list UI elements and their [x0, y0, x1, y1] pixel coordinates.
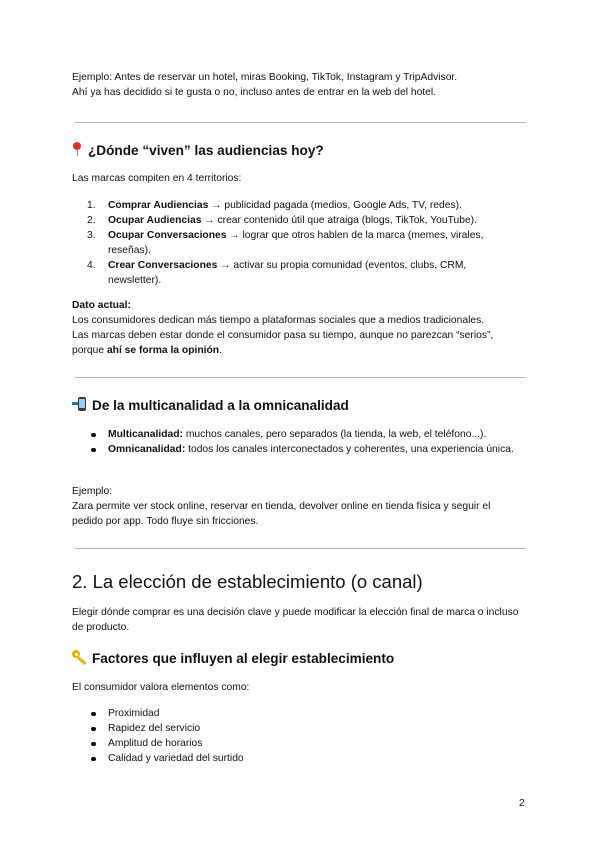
omni-heading-row [72, 397, 528, 415]
list-item: Calidad y variedad del surtido [72, 751, 528, 766]
list-item: 2. Ocupar Audiencias → crear contenido útil que atraiga (blogs, TikTok, YouTube). [87, 215, 477, 226]
mobile-phone-arrow-icon [72, 397, 88, 411]
round-pushpin-icon [72, 142, 82, 156]
bullet-icon [91, 742, 96, 747]
channels-list [72, 427, 528, 457]
intro-line-2: Ahí ya has decidido si te gusta o no, incluso antes de entrar en la web del hotel. [72, 87, 437, 98]
key-icon [72, 650, 88, 664]
section-2-intro: Elegir dónde comprar es una decisión clave y puede modificar la elección final de marca o incluso de producto. [72, 607, 519, 633]
list-item: 3. Ocupar Conversaciones → lograr que otros hablen de la marca (memes, virales, reseñas). [87, 230, 484, 256]
intro-line-1: Ejemplo: Antes de reservar un hotel, miras Booking, TikTok, Instagram y TripAdvisor. [72, 72, 458, 83]
omni-heading: De la multicanalidad a la omnicanalidad [92, 398, 349, 413]
list-item: Amplitud de horarios [72, 736, 528, 751]
list-item: Multicanalidad: muchos canales, pero separados (la tienda, la web, el teléfono...). [72, 427, 528, 442]
divider [75, 548, 526, 549]
bullet-icon [91, 433, 96, 438]
page-number: 2 [519, 798, 525, 809]
factors-list [72, 706, 528, 766]
territories-list [72, 198, 528, 288]
intro-example [72, 70, 528, 100]
audiences-lead: Las marcas compiten en 4 territorios: [72, 173, 242, 184]
factors-heading: Factores que influyen al elegir establecimiento [92, 651, 395, 666]
list-item: 4. Crear Conversaciones → activar su propia comunidad (eventos, clubs, CRM, newsletter). [87, 260, 467, 286]
example-label: Ejemplo: [72, 486, 113, 497]
bullet-icon [91, 727, 96, 732]
list-item: 1. Comprar Audiencias → publicidad pagada (medios, Google Ads, TV, redes). [87, 200, 462, 211]
divider [75, 377, 526, 378]
audiences-heading: ¿Dónde “viven” las audiencias hoy? [88, 143, 324, 158]
section-2-heading-row [72, 570, 528, 594]
bullet-icon [91, 757, 96, 762]
omni-example: Ejemplo: Zara permite ver stock online, reservar en tienda, devolver online en tienda física y seguir el pedido por app. Todo fluye sin fricciones. [72, 484, 528, 529]
bullet-icon [91, 448, 96, 453]
fact-label: Dato actual: [72, 300, 131, 311]
bullet-icon [91, 712, 96, 717]
factors-lead: El consumidor valora elementos como: [72, 682, 250, 693]
list-item: Rapidez del servicio [72, 721, 528, 736]
section-2-heading: 2. La elección de establecimiento (o canal) [72, 571, 423, 592]
current-fact: Dato actual: Los consumidores dedican más tiempo a plataformas sociales que a medios tradicionales. Las marcas deben estar donde el consumidor pasa su tiempo, aunque no parezcan “serios”, porque ahí se forma la opinión. [72, 300, 494, 356]
list-item: Proximidad [72, 706, 528, 721]
audiences-heading-row [72, 142, 528, 160]
document-page [72, 0, 528, 848]
factors-heading-row [72, 650, 528, 668]
list-item: Omnicanalidad: todos los canales interconectados y coherentes, una experiencia única. [72, 442, 518, 457]
divider [75, 122, 526, 123]
